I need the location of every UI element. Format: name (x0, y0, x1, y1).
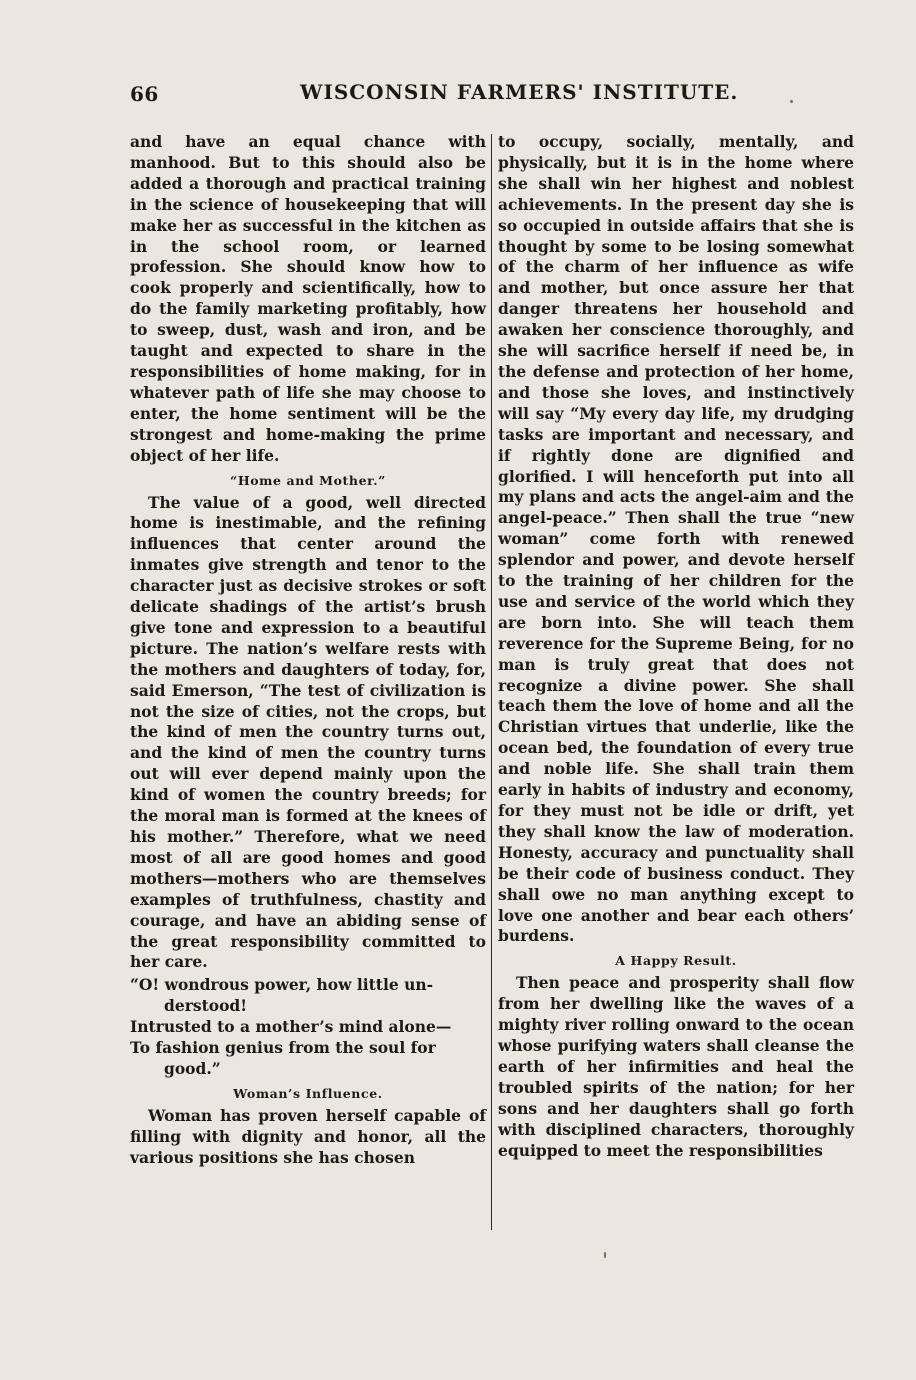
right-paragraph-2: Then peace and prosperity shall flow from her dwelling like the waves of a mighty river rolling onward to the ocean whose purifying waters shall cleanse the earth of her infirmities and heal the troubled spirits of the nation; for her sons and her daughters shall go forth with disciplined characters, thoroughly equipped to meet the responsibilities (498, 973, 854, 1160)
column-divider (491, 134, 492, 1230)
running-title: WISCONSIN FARMERS' INSTITUTE. (300, 80, 739, 104)
left-column (130, 132, 486, 1169)
poem-line-1: “O! wondrous power, how little un- (130, 975, 434, 995)
section-heading-womans-influence: Woman’s Influence. (233, 1085, 383, 1101)
poem-line-4: To fashion genius from the soul for (130, 1038, 436, 1058)
left-paragraph-2: The value of a good, well directed home is inestimable, and the refining influences that center around the inmates give strength and tenor to the character just as decisive strokes or soft delicate shadings of the artist’s brush give tone and expression to a beautiful picture. The nation’s welfare rests with the mothers and daughters of today, for, said Emerson, “The test of civilization is not the size of cities, not the crops, but the kind of men the country turns out, and the kind of men the country turns out will ever depend mainly upon the kind of women the country breeds; for the moral man is formed at the knees of his mother.” Therefore, what we need most of all are good homes and good mothers—mothers who are themselves examples of truthfulness, chastity and courage, and have an abiding sense of the great responsibility committed to her care. (130, 492, 486, 972)
left-paragraph-3: Woman has proven herself capable of filling with dignity and honor, all the various positions she has chosen (130, 1105, 486, 1167)
right-column (498, 132, 854, 1162)
poem-quote (130, 975, 486, 1080)
paper-speck (790, 100, 793, 103)
section-heading-home-and-mother: “Home and Mother.” (230, 472, 386, 488)
poem-line-5: good.” (164, 1058, 221, 1078)
poem-line-2: derstood! (164, 996, 248, 1016)
section-heading-a-happy-result: A Happy Result. (615, 953, 737, 969)
poem-line-3: Intrusted to a mother’s mind alone— (130, 1017, 452, 1037)
left-paragraph-1: and have an equal chance with manhood. But to this should also be added a thorough and practical training in the science of housekeeping that will make her as successful in the kitchen as in the school room, or learned profession. She should know how to cook properly and scientifically, how to do the family marketing profitably, how to sweep, dust, wash and iron, and be taught and expected to share in the responsibilities of home making, for in whatever path of life she may choose to enter, the home sentiment will be the strongest and home-making the prime object of her life. (130, 132, 486, 465)
right-paragraph-1: to occupy, socially, mentally, and physically, but it is in the home where she shall win her highest and noblest achievements. In the present day she is so occupied in outside affairs that she is thought by some to be losing somewhat of the charm of her influence as wife and mother, but once assure her that danger threatens her household and awaken her conscience thoroughly, and she will sacrifice herself if need be, in the defense and protection of her home, and those she loves, and instinctively will say “My every day life, my drudging tasks are important and necessary, and if rightly done are dignified and glorified. I will henceforth put into all my plans and acts the angel-aim and the angel-peace.” Then shall the true “new woman” come forth with renewed splendor and power, and devote herself to the training of her children for the use and service of the world which they are born into. She will teach them reverence for the Supreme Being, for no man is truly great that does not recognize a divine power. She shall teach them the love of home and all the Christian virtues that underlie, like the ocean bed, the foundation of every true and noble life. She shall train them early in habits of industry and economy, for they must not be idle or drift, yet they shall know the law of moderation. Honesty, accuracy and punctuality shall be their code of business conduct. They shall owe no man anything except to love one another and bear each others’ burdens. (498, 132, 854, 946)
paper-speck (604, 1252, 606, 1258)
page-number: 66 (130, 82, 159, 106)
